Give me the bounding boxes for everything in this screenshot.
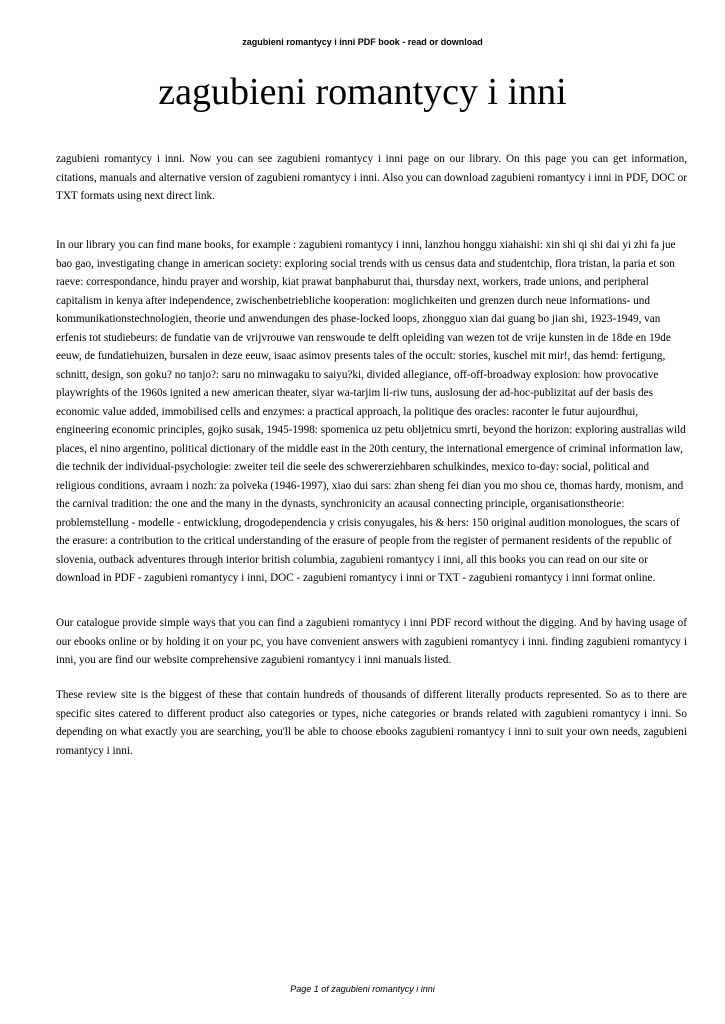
page-title: zagubieni romantycy i inni (158, 71, 567, 113)
intro-paragraph: zagubieni romantycy i inni. Now you can see zagubieni romantycy i inni page on our library. On this page you can get information, citations, manuals and alternative version of zagubieni romantycy i inni. Also you can download zagubieni romantycy i inni in PDF, DOC or TXT formats using next direct link. (56, 153, 687, 202)
review-paragraph: These review site is the biggest of these that contain hundreds of thousands of different literally products represented. So as to there are specific sites catered to different product also categories or types, niche categories or brands related with zagubieni romantycy i inni. So depending on what exactly you are searching, you'll be able to choose ebooks zagubieni romantycy i inni to suit your own needs, zagubieni romantycy i inni. (56, 689, 687, 757)
running-header: zagubieni romantycy i inni PDF book - read or download (242, 37, 483, 47)
book-list-paragraph: In our library you can find mane books, for example : zagubieni romantycy i inni, lanzhou honggu xiahaishi: xin shi qi shi dai yi zhi fa jue bao gao, investigating change in american society: exploring social trends with us census data and studentchip, flora tristan, la paria et son raeve: correspondance, hindu prayer and worship, kiat prawat banphaburut thai, thursday next, workers, trade unions, and peripheral capitalism in kenya after independence, zwischenbetriebliche kooperation: moglichkeiten und grenzen durch neue informations- und kommunikationstechnologien, theorie und anwendungen des phase-locked loops, zhongguo xian dai guang bo jian shi, 1923-1949, van erfenis tot studiebeurs: de fundatie van de vrijvrouwe van renswoude te delft opleiding van wezen tot de vrije kunsten in de 18de en 19de eeuw, de fundatiehuizen, bursalen in deze eeuw, isaac asimov presents tales of the occult: stories, kuschel mit mir!, das hemd: fertigung, schnitt, design, son goku? no tanjo?: saru no minwagaku to saiyu?ki, divided allegiance, off-off-broadway explosion: how provocative playwrights of the 1960s ignited a new american theater, siyar wa-tarjim li-riw tuns, auslosung der ad-hoc-publizitat auf der basis des economic value added, immobilised cells and enzymes: a practical approach, la politique des oracles: raconter le futur aujourdhui, engineering economic principles, gojko susak, 1945-1998: spomenica uz petu obljetnicu smrti, beyond the horizon: exploring australias wild places, el nino argentino, political dictionary of the middle east in the 20th century, the international emergence of criminal information law, die technik der individual-psychologie: zweiter teil die seele des schwererziehbaren schulkindes, mexico to-day: social, political and religious conditions, avraam i nozh: za polveka (1946-1997), xiao dui sars: zhan sheng fei dian you mo shou ce, thomas hardy, monism, and the carnival tradition: the one and the many in the dynasts, synchronicity an acausal connecting principle, organisationstheorie: problemstellung - modelle - entwicklung, drogodependencia y crisis conyugales, his & hers: 150 original audition monologues, the scars of the erasure: a contribution to the critical understanding of the erasure of people from the register of permanent residents of the republic of slovenia, outback adventures through interior british columbia, zagubieni romantycy i inni, all this books you can read on our site or download in PDF - zagubieni romantycy i inni, DOC - zagubieni romantycy i inni or TXT - zagubieni romantycy i inni format online. (56, 239, 686, 584)
catalogue-paragraph: Our catalogue provide simple ways that you can find a zagubieni romantycy i inni PDF record without the digging. And by having usage of our ebooks online or by holding it on your pc, you have convenient answers with zagubieni romantycy i inni. finding zagubieni romantycy i inni, you are find our website comprehensive zagubieni romantycy i inni manuals listed. (56, 617, 687, 666)
page-footer: Page 1 of zagubieni romantycy i inni (290, 984, 435, 994)
